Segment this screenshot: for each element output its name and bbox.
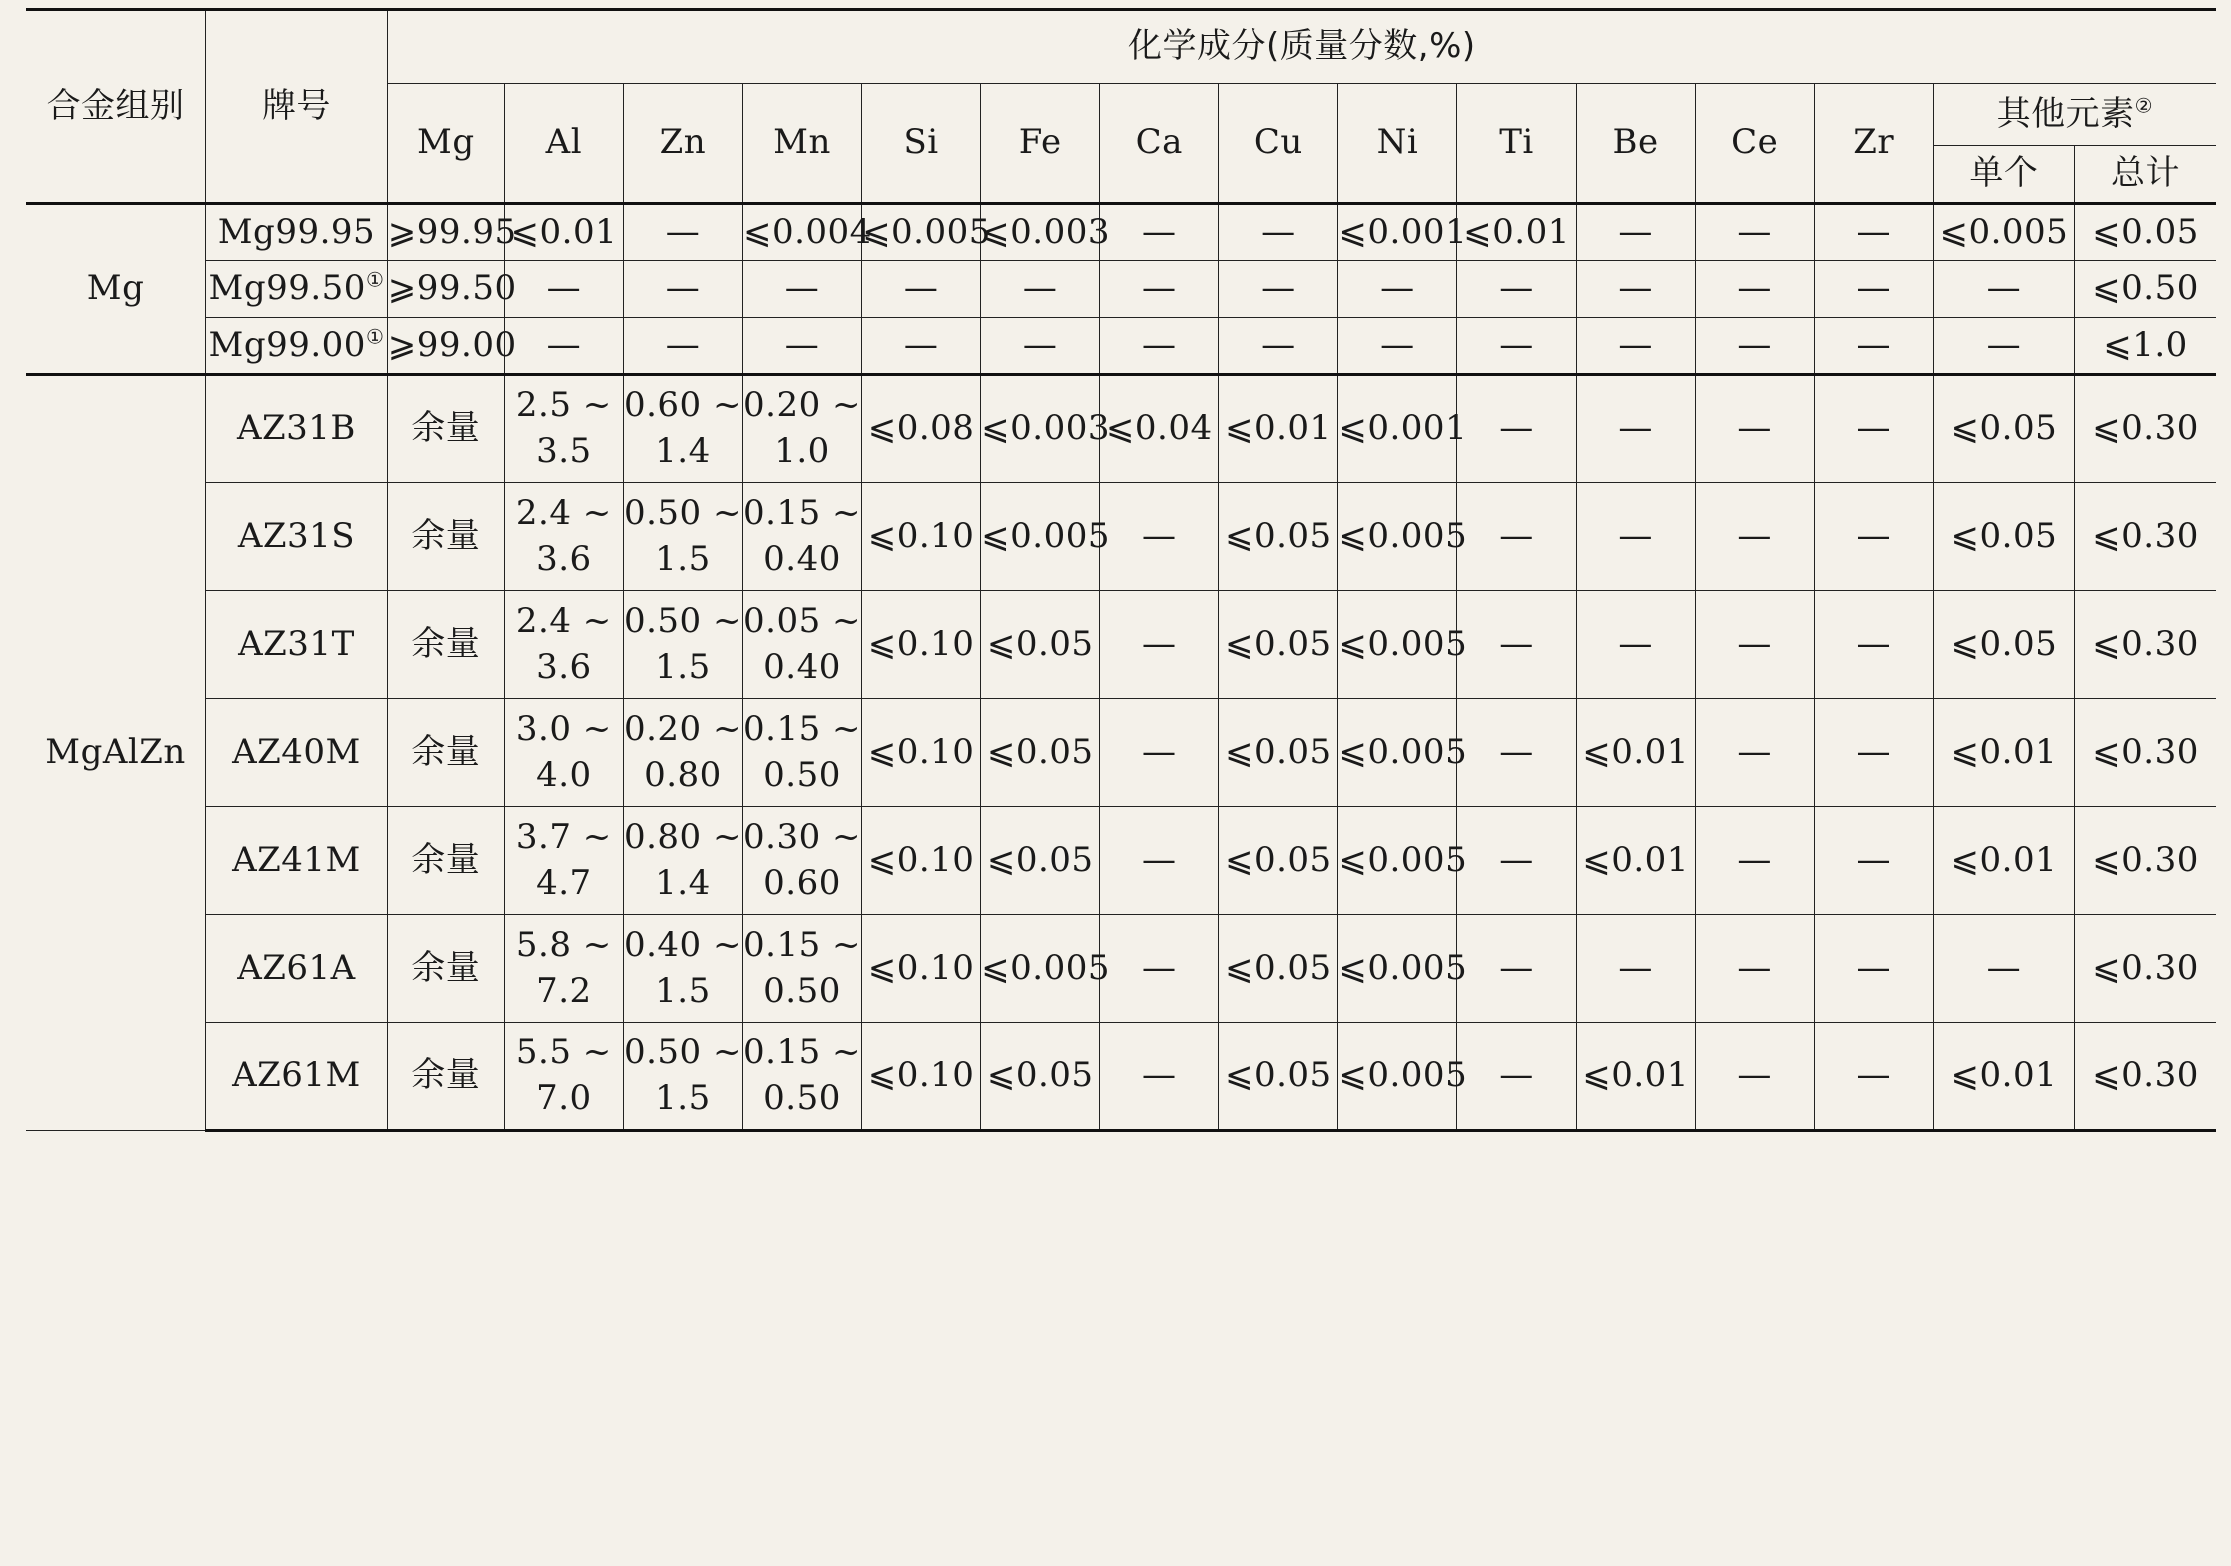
table-row bbox=[26, 699, 2216, 807]
value-cell-be: — bbox=[1576, 375, 1695, 483]
grade-footnote: ① bbox=[365, 267, 385, 292]
value-cell-cu: ⩽0.05 bbox=[1219, 699, 1338, 807]
value-cell-ca: — bbox=[1100, 318, 1219, 375]
value-cell-zr: — bbox=[1814, 1023, 1933, 1131]
value-cell-ni: ⩽0.001 bbox=[1338, 204, 1457, 261]
value-cell-cu: ⩽0.05 bbox=[1219, 483, 1338, 591]
range-max: 1.5 bbox=[655, 646, 711, 687]
range-cell-al bbox=[504, 375, 623, 483]
range-cell-mn bbox=[742, 591, 861, 699]
range-stack bbox=[743, 1030, 861, 1122]
value-cell-ce: — bbox=[1695, 1023, 1814, 1131]
value-cell-mg: 余量 bbox=[387, 699, 504, 807]
value-cell-single: — bbox=[1933, 915, 2074, 1023]
grade-label: AZ40M bbox=[232, 731, 361, 772]
value-cell-ce: — bbox=[1695, 915, 1814, 1023]
header-element-fe: Fe bbox=[981, 84, 1100, 204]
range-max: 4.0 bbox=[536, 754, 592, 795]
grade-label: AZ31S bbox=[237, 515, 356, 556]
table-row bbox=[26, 591, 2216, 699]
value-cell-zr: — bbox=[1814, 204, 1933, 261]
range-stack bbox=[505, 923, 623, 1015]
range-cell-zn bbox=[623, 375, 742, 483]
grade-cell bbox=[206, 204, 388, 261]
value-cell-si: ⩽0.10 bbox=[862, 591, 981, 699]
range-stack bbox=[624, 599, 742, 691]
range-min: 0.15 ~ bbox=[743, 924, 862, 965]
grade-cell bbox=[206, 1023, 388, 1131]
value-cell-ni: ⩽0.005 bbox=[1338, 807, 1457, 915]
range-stack bbox=[505, 599, 623, 691]
header-element-zn: Zn bbox=[623, 84, 742, 204]
value-cell-zr: — bbox=[1814, 483, 1933, 591]
value-cell-si: ⩽0.10 bbox=[862, 483, 981, 591]
value-cell-single: ⩽0.01 bbox=[1933, 1023, 2074, 1131]
value-cell-cu: ⩽0.05 bbox=[1219, 1023, 1338, 1131]
value-cell-ca: — bbox=[1100, 591, 1219, 699]
value-cell-total: ⩽0.30 bbox=[2075, 1023, 2216, 1131]
range-max: 3.6 bbox=[536, 646, 592, 687]
range-max: 7.2 bbox=[536, 970, 592, 1011]
value-cell-mg: 余量 bbox=[387, 1023, 504, 1131]
value-cell-ca: — bbox=[1100, 1023, 1219, 1131]
value-cell-ce: — bbox=[1695, 591, 1814, 699]
value-cell-single: ⩽0.05 bbox=[1933, 375, 2074, 483]
range-min: 0.50 ~ bbox=[623, 600, 742, 641]
value-cell-mn: — bbox=[742, 318, 861, 375]
value-cell-total: ⩽0.50 bbox=[2075, 261, 2216, 318]
header-other-label: 其他元素 bbox=[1996, 93, 2135, 134]
range-cell-mn bbox=[742, 807, 861, 915]
value-cell-mg: 余量 bbox=[387, 375, 504, 483]
value-cell-zr: — bbox=[1814, 699, 1933, 807]
value-cell-total: ⩽0.05 bbox=[2075, 204, 2216, 261]
value-cell-ti: — bbox=[1457, 483, 1576, 591]
header-element-mg: Mg bbox=[387, 84, 504, 204]
value-cell-ni: ⩽0.005 bbox=[1338, 1023, 1457, 1131]
value-cell-ca: — bbox=[1100, 204, 1219, 261]
range-min: 2.4 ~ bbox=[515, 492, 612, 533]
range-min: 0.60 ~ bbox=[623, 385, 742, 426]
value-cell-be: ⩽0.01 bbox=[1576, 699, 1695, 807]
header-element-ti: Ti bbox=[1457, 84, 1576, 204]
range-cell-al bbox=[504, 1023, 623, 1131]
range-stack bbox=[624, 1030, 742, 1122]
value-cell-fe: ⩽0.05 bbox=[981, 591, 1100, 699]
value-cell-ti: — bbox=[1457, 261, 1576, 318]
value-cell-total: ⩽0.30 bbox=[2075, 591, 2216, 699]
header-element-ca: Ca bbox=[1100, 84, 1219, 204]
range-cell-zn bbox=[623, 483, 742, 591]
value-cell-ce: — bbox=[1695, 261, 1814, 318]
range-cell-al bbox=[504, 483, 623, 591]
value-cell-al: — bbox=[504, 318, 623, 375]
range-min: 2.4 ~ bbox=[515, 600, 612, 641]
range-min: 0.80 ~ bbox=[623, 816, 742, 857]
range-cell-mn bbox=[742, 1023, 861, 1131]
value-cell-mg: 余量 bbox=[387, 807, 504, 915]
range-stack bbox=[743, 383, 861, 475]
range-stack bbox=[505, 815, 623, 907]
value-cell-si: ⩽0.10 bbox=[862, 699, 981, 807]
table-row bbox=[26, 375, 2216, 483]
range-max: 0.50 bbox=[763, 970, 841, 1011]
value-cell-mn: — bbox=[742, 261, 861, 318]
range-cell-al bbox=[504, 915, 623, 1023]
value-cell-zr: — bbox=[1814, 915, 1933, 1023]
value-cell-zr: — bbox=[1814, 591, 1933, 699]
range-cell-mn bbox=[742, 915, 861, 1023]
value-cell-ti: — bbox=[1457, 318, 1576, 375]
value-cell-cu: ⩽0.01 bbox=[1219, 375, 1338, 483]
value-cell-cu: ⩽0.05 bbox=[1219, 915, 1338, 1023]
range-min: 5.5 ~ bbox=[515, 1032, 612, 1073]
value-cell-zr: — bbox=[1814, 375, 1933, 483]
range-min: 0.20 ~ bbox=[623, 708, 742, 749]
range-cell-zn bbox=[623, 699, 742, 807]
grade-cell bbox=[206, 261, 388, 318]
value-cell-fe: ⩽0.05 bbox=[981, 1023, 1100, 1131]
value-cell-single: ⩽0.005 bbox=[1933, 204, 2074, 261]
table-row bbox=[26, 204, 2216, 261]
range-cell-zn bbox=[623, 591, 742, 699]
header-element-mn: Mn bbox=[742, 84, 861, 204]
value-cell-single: ⩽0.05 bbox=[1933, 483, 2074, 591]
range-min: 0.05 ~ bbox=[743, 600, 862, 641]
table-row bbox=[26, 915, 2216, 1023]
value-cell-ni: ⩽0.005 bbox=[1338, 591, 1457, 699]
value-cell-si: ⩽0.10 bbox=[862, 807, 981, 915]
value-cell-be: — bbox=[1576, 483, 1695, 591]
value-cell-mg: 余量 bbox=[387, 591, 504, 699]
range-max: 1.4 bbox=[655, 431, 711, 471]
grade-footnote: ① bbox=[365, 324, 385, 349]
header-total: 总计 bbox=[2075, 146, 2216, 204]
header-group: 合金组别 bbox=[26, 10, 206, 204]
range-cell-zn bbox=[623, 807, 742, 915]
range-min: 3.0 ~ bbox=[515, 708, 612, 749]
range-max: 3.6 bbox=[536, 538, 592, 579]
grade-cell bbox=[206, 483, 388, 591]
value-cell-al: — bbox=[504, 261, 623, 318]
value-cell-cu: ⩽0.05 bbox=[1219, 591, 1338, 699]
value-cell-mg: ⩾99.95 bbox=[387, 204, 504, 261]
range-stack bbox=[505, 1030, 623, 1122]
value-cell-ca: — bbox=[1100, 807, 1219, 915]
range-stack bbox=[505, 491, 623, 583]
value-cell-ca: — bbox=[1100, 915, 1219, 1023]
value-cell-total: ⩽1.0 bbox=[2075, 318, 2216, 375]
value-cell-fe: ⩽0.005 bbox=[981, 483, 1100, 591]
range-cell-al bbox=[504, 807, 623, 915]
range-cell-mn bbox=[742, 699, 861, 807]
range-stack bbox=[743, 599, 861, 691]
table-row bbox=[26, 483, 2216, 591]
value-cell-be: — bbox=[1576, 915, 1695, 1023]
header-element-al: Al bbox=[504, 84, 623, 204]
grade-label: Mg99.95 bbox=[217, 211, 376, 252]
value-cell-be: — bbox=[1576, 261, 1695, 318]
value-cell-ca: — bbox=[1100, 483, 1219, 591]
range-stack bbox=[624, 491, 742, 583]
value-cell-cu: ⩽0.05 bbox=[1219, 807, 1338, 915]
range-max: 3.5 bbox=[536, 431, 592, 471]
value-cell-mn: ⩽0.004 bbox=[742, 204, 861, 261]
value-cell-total: ⩽0.30 bbox=[2075, 483, 2216, 591]
value-cell-ni: — bbox=[1338, 261, 1457, 318]
range-cell-zn bbox=[623, 1023, 742, 1131]
range-stack bbox=[743, 923, 861, 1015]
value-cell-al: ⩽0.01 bbox=[504, 204, 623, 261]
value-cell-total: ⩽0.30 bbox=[2075, 699, 2216, 807]
value-cell-si: ⩽0.10 bbox=[862, 915, 981, 1023]
range-max: 0.40 bbox=[763, 646, 841, 687]
table-row bbox=[26, 1023, 2216, 1131]
grade-cell bbox=[206, 807, 388, 915]
value-cell-ni: ⩽0.001 bbox=[1338, 375, 1457, 483]
range-max: 1.0 bbox=[774, 431, 830, 471]
value-cell-ti: — bbox=[1457, 1023, 1576, 1131]
range-stack bbox=[743, 815, 861, 907]
header-single: 单个 bbox=[1933, 146, 2074, 204]
range-max: 1.4 bbox=[655, 862, 711, 903]
range-stack bbox=[505, 707, 623, 799]
value-cell-cu: — bbox=[1219, 204, 1338, 261]
grade-cell bbox=[206, 915, 388, 1023]
value-cell-si: — bbox=[862, 318, 981, 375]
header-other-elements bbox=[1933, 84, 2216, 146]
range-min: 0.50 ~ bbox=[623, 492, 742, 533]
range-max: 1.5 bbox=[655, 970, 711, 1011]
value-cell-cu: — bbox=[1219, 261, 1338, 318]
value-cell-single: ⩽0.05 bbox=[1933, 591, 2074, 699]
grade-label: AZ61M bbox=[232, 1055, 361, 1096]
value-cell-ni: ⩽0.005 bbox=[1338, 915, 1457, 1023]
range-stack bbox=[624, 923, 742, 1015]
value-cell-single: ⩽0.01 bbox=[1933, 807, 2074, 915]
value-cell-mg: ⩾99.50 bbox=[387, 261, 504, 318]
value-cell-mg: ⩾99.00 bbox=[387, 318, 504, 375]
value-cell-ca: ⩽0.04 bbox=[1100, 375, 1219, 483]
value-cell-si: ⩽0.10 bbox=[862, 1023, 981, 1131]
value-cell-zn: — bbox=[623, 261, 742, 318]
value-cell-ce: — bbox=[1695, 318, 1814, 375]
value-cell-ce: — bbox=[1695, 204, 1814, 261]
range-cell-mn bbox=[742, 483, 861, 591]
header-composition: 化学成分(质量分数,%) bbox=[387, 10, 2216, 84]
range-max: 4.7 bbox=[536, 862, 592, 903]
header-element-ce: Ce bbox=[1695, 84, 1814, 204]
range-stack bbox=[743, 707, 861, 799]
value-cell-fe: ⩽0.05 bbox=[981, 807, 1100, 915]
grade-label: AZ31B bbox=[236, 408, 356, 449]
value-cell-total: ⩽0.30 bbox=[2075, 375, 2216, 483]
value-cell-be: — bbox=[1576, 591, 1695, 699]
value-cell-ca: — bbox=[1100, 699, 1219, 807]
value-cell-ce: — bbox=[1695, 375, 1814, 483]
range-stack bbox=[624, 707, 742, 799]
value-cell-ti: ⩽0.01 bbox=[1457, 204, 1576, 261]
table-row bbox=[26, 807, 2216, 915]
value-cell-ti: — bbox=[1457, 699, 1576, 807]
header-element-be: Be bbox=[1576, 84, 1695, 204]
header-element-zr: Zr bbox=[1814, 84, 1933, 204]
value-cell-zr: — bbox=[1814, 318, 1933, 375]
range-stack bbox=[505, 383, 623, 475]
value-cell-mg: 余量 bbox=[387, 915, 504, 1023]
value-cell-zr: — bbox=[1814, 807, 1933, 915]
value-cell-si: — bbox=[862, 261, 981, 318]
range-stack bbox=[624, 383, 742, 475]
value-cell-ti: — bbox=[1457, 915, 1576, 1023]
range-cell-al bbox=[504, 591, 623, 699]
value-cell-single: — bbox=[1933, 261, 2074, 318]
range-max: 0.50 bbox=[763, 1078, 841, 1118]
value-cell-single: ⩽0.01 bbox=[1933, 699, 2074, 807]
range-max: 0.60 bbox=[763, 862, 841, 903]
value-cell-total: ⩽0.30 bbox=[2075, 915, 2216, 1023]
range-min: 0.15 ~ bbox=[743, 708, 862, 749]
value-cell-fe: ⩽0.003 bbox=[981, 204, 1100, 261]
value-cell-si: ⩽0.005 bbox=[862, 204, 981, 261]
grade-label: AZ41M bbox=[232, 839, 361, 880]
range-cell-zn bbox=[623, 915, 742, 1023]
range-min: 0.20 ~ bbox=[743, 385, 862, 426]
range-min: 5.8 ~ bbox=[515, 924, 612, 965]
value-cell-fe: ⩽0.003 bbox=[981, 375, 1100, 483]
range-max: 1.5 bbox=[655, 1078, 711, 1118]
value-cell-ce: — bbox=[1695, 807, 1814, 915]
value-cell-be: ⩽0.01 bbox=[1576, 807, 1695, 915]
value-cell-be: — bbox=[1576, 318, 1695, 375]
group-cell-mgalzn: MgAlZn bbox=[26, 375, 206, 1131]
header-element-cu: Cu bbox=[1219, 84, 1338, 204]
range-max: 0.80 bbox=[644, 754, 722, 795]
grade-cell bbox=[206, 591, 388, 699]
value-cell-zn: — bbox=[623, 318, 742, 375]
value-cell-ti: — bbox=[1457, 375, 1576, 483]
range-max: 0.50 bbox=[763, 754, 841, 795]
range-min: 0.15 ~ bbox=[743, 492, 862, 533]
range-min: 0.50 ~ bbox=[623, 1032, 742, 1073]
value-cell-zn: — bbox=[623, 204, 742, 261]
value-cell-ce: — bbox=[1695, 699, 1814, 807]
value-cell-ni: ⩽0.005 bbox=[1338, 699, 1457, 807]
composition-table-sheet bbox=[26, 8, 2216, 1548]
value-cell-ti: — bbox=[1457, 591, 1576, 699]
grade-cell bbox=[206, 699, 388, 807]
value-cell-ni: ⩽0.005 bbox=[1338, 483, 1457, 591]
range-min: 3.7 ~ bbox=[515, 816, 612, 857]
range-min: 2.5 ~ bbox=[515, 385, 612, 426]
range-min: 0.40 ~ bbox=[623, 924, 742, 965]
table-row bbox=[26, 318, 2216, 375]
grade-label: AZ61A bbox=[237, 947, 356, 988]
grade-cell bbox=[206, 375, 388, 483]
value-cell-ce: — bbox=[1695, 483, 1814, 591]
header-grade: 牌号 bbox=[206, 10, 388, 204]
value-cell-cu: — bbox=[1219, 318, 1338, 375]
header-element-ni: Ni bbox=[1338, 84, 1457, 204]
range-max: 7.0 bbox=[536, 1078, 592, 1118]
value-cell-ca: — bbox=[1100, 261, 1219, 318]
value-cell-single: — bbox=[1933, 318, 2074, 375]
value-cell-si: ⩽0.08 bbox=[862, 375, 981, 483]
range-max: 0.40 bbox=[763, 538, 841, 579]
value-cell-fe: ⩽0.005 bbox=[981, 915, 1100, 1023]
value-cell-fe: ⩽0.05 bbox=[981, 699, 1100, 807]
range-min: 0.15 ~ bbox=[743, 1032, 862, 1073]
value-cell-total: ⩽0.30 bbox=[2075, 807, 2216, 915]
value-cell-mg: 余量 bbox=[387, 483, 504, 591]
range-cell-mn bbox=[742, 375, 861, 483]
range-stack bbox=[624, 815, 742, 907]
value-cell-fe: — bbox=[981, 318, 1100, 375]
range-min: 0.30 ~ bbox=[743, 816, 862, 857]
value-cell-be: ⩽0.01 bbox=[1576, 1023, 1695, 1131]
table-row bbox=[26, 261, 2216, 318]
range-max: 1.5 bbox=[655, 538, 711, 579]
header-element-si: Si bbox=[862, 84, 981, 204]
value-cell-fe: — bbox=[981, 261, 1100, 318]
grade-cell bbox=[206, 318, 388, 375]
value-cell-be: — bbox=[1576, 204, 1695, 261]
group-cell-mg: Mg bbox=[26, 204, 206, 375]
alloy-composition-table bbox=[26, 8, 2216, 1132]
range-cell-al bbox=[504, 699, 623, 807]
value-cell-zr: — bbox=[1814, 261, 1933, 318]
grade-label: Mg99.00 bbox=[208, 324, 366, 365]
header-other-note: ② bbox=[2134, 93, 2154, 118]
range-stack bbox=[743, 491, 861, 583]
value-cell-ni: — bbox=[1338, 318, 1457, 375]
grade-label: AZ31T bbox=[238, 623, 355, 664]
value-cell-ti: — bbox=[1457, 807, 1576, 915]
grade-label: Mg99.50 bbox=[208, 268, 366, 309]
